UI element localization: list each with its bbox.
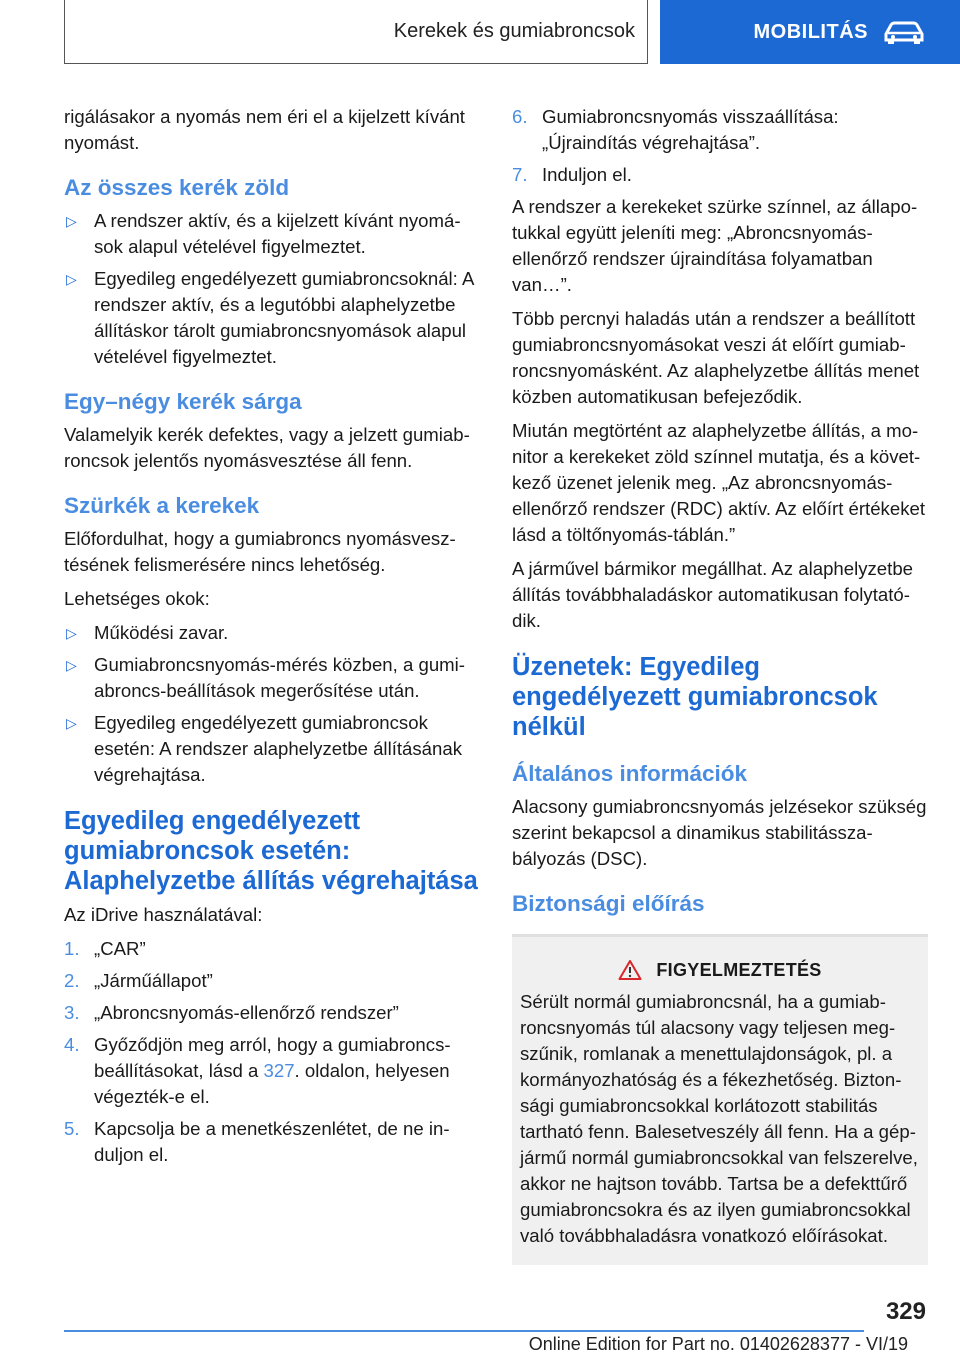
intro-text: rigálásakor a nyomás nem éri el a kijelzett kívánt nyomást. (64, 106, 465, 153)
section-title-tab (64, 0, 648, 64)
list-item: ▷ Gumiabroncsnyomás-mérés közben, a gumiabroncs-beállítások megerősítése után. (66, 654, 465, 701)
step-item: 1. „CAR” (64, 938, 146, 959)
page-number: 329 (885, 1298, 926, 1325)
step-item: 6. Gumiabroncsnyomás visszaállítása: „Újraindítás végrehajtása”. (512, 106, 839, 153)
heading-messages: Üzenetek: Egyedileg engedélyezett gumiabroncsok nélkül (512, 653, 878, 741)
chapter-title: MOBILITÁS (753, 20, 868, 43)
green-list (64, 208, 478, 370)
heading-safety: Biztonsági előírás (512, 891, 705, 916)
step-item: 5. Kapcsolja be a menetkészenlétet, de ne induljon el. (64, 1118, 450, 1165)
left-column (64, 104, 478, 1174)
causes-label: Lehetséges okok: (64, 588, 210, 609)
page-link-327[interactable]: 327 (263, 1060, 295, 1081)
step-item: 3. „Abroncsnyomás-ellenőrző rendszer” (64, 1002, 399, 1023)
heading-grey: Szürkék a kerekek (64, 493, 260, 518)
step-item: 4. Győződjön meg arról, hogy a gumiabroncs-beállításokat, lásd a 327. oldalon, helyesen végezték-e el. (64, 1034, 451, 1107)
car-icon (882, 20, 926, 44)
paragraph: A rendszer a kerekeket szürke színnel, az állapotukkal együtt jeleníti meg: „Abroncsnyomás-ellenőrző rendszer újraindítása folyamatban van…”. (512, 196, 918, 295)
right-column (512, 104, 928, 1265)
paragraph: Miután megtörtént az alaphelyzetbe állítás, a monitor a kerekeket zöld színnel mutatja, és a következő üzenet jelenik meg. „Az abroncsnyomás-ellenőrző rendszer (RDC) aktív. Az előírt értékeket lásd a töltőnyomás-táblán.” (512, 420, 926, 545)
step-item: 7. Induljon el. (512, 164, 632, 185)
heading-all-green: Az összes kerék zöld (64, 175, 290, 200)
heading-general-info: Általános információk (512, 761, 748, 786)
yellow-text: Valamelyik kerék defektes, vagy a jelzett gumiabroncsok jelentős nyomásvesztése áll fenn. (64, 424, 470, 471)
steps-list (64, 936, 478, 1168)
general-text: Alacsony gumiabroncsnyomás jelzésekor szükség szerint bekapcsol a dinamikus stabilitásszabályozás (DSC). (512, 796, 927, 869)
step-item: 2. „Járműállapot” (64, 970, 213, 991)
footer-divider (64, 1330, 864, 1332)
warning-title-row (520, 957, 920, 983)
bullet-triangle-icon: ▷ (66, 271, 77, 287)
heading-yellow: Egy–négy kerék sárga (64, 389, 302, 414)
section-title: Kerekek és gumiabroncsok (393, 20, 635, 42)
chapter-tab (660, 0, 960, 64)
warning-title: FIGYELMEZTETÉS (656, 960, 822, 980)
idrive-label: Az iDrive használatával: (64, 904, 263, 925)
warning-text: Sérült normál gumiabroncsnál, ha a gumiabroncsnyomás túl alacsony vagy teljesen megszűnik, romlanak a menettulajdonságok, pl. a kormányozhatóság és a fékezhetőség. Biztonsági gumiabroncsokkal korlátozott stabilitás tartható fenn. Balesetveszély áll fenn. Ha a gépjármű normál gumiabroncsokkal van felszerelve, akkor ne hajtson tovább. Tartsa be a defekttűrő gumiabroncsokra és az ilyen gumiabroncsokkal való továbbhaladásra vonatkozó előírásokat. (520, 991, 918, 1246)
warning-triangle-icon (618, 959, 642, 981)
steps-list-continued (512, 104, 928, 188)
warning-box (512, 934, 928, 1265)
list-item: ▷ Működési zavar. (64, 620, 478, 646)
list-item: ▷ A rendszer aktív, és a kijelzett kívánt nyomások alapul vételével figyelmeztet. (66, 210, 461, 257)
paragraph: Több percnyi haladás után a rendszer a beállított gumiabroncsnyomásokat veszi át előírt gumiabroncsnyomásként. Az alaphelyzetbe állítás menet közben automatikusan befejeződik. (512, 308, 920, 407)
bullet-triangle-icon: ▷ (66, 715, 77, 731)
grey-list (64, 620, 478, 788)
grey-text: Előfordulhat, hogy a gumiabroncs nyomásvesztésének felismerésére nincs lehetőség. (64, 528, 456, 575)
paragraph: A járművel bármikor megállhat. Az alaphelyzetbe állítás továbbhaladáskor automatikusan folytatódik. (512, 558, 913, 631)
list-item: ▷ Egyedileg engedélyezett gumiabroncsoknál: A rendszer aktív, és a legutóbbi alaphelyzetbe állításkor tárolt gumiabroncsnyomások alapul vételével figyelmeztet. (66, 268, 474, 367)
heading-reset: Egyedileg engedélyezett gumiabroncsok esetén: Alaphelyzetbe állítás végrehajtása (64, 807, 478, 895)
bullet-triangle-icon: ▷ (66, 657, 77, 673)
list-item: ▷ Egyedileg engedélyezett gumiabroncsok esetén: A rendszer alaphelyzetbe állításának végrehajtása. (66, 712, 462, 785)
bullet-triangle-icon: ▷ (66, 213, 77, 229)
edition-text: Online Edition for Part no. 01402628377 - VI/19 (528, 1334, 908, 1354)
bullet-triangle-icon: ▷ (66, 625, 77, 641)
